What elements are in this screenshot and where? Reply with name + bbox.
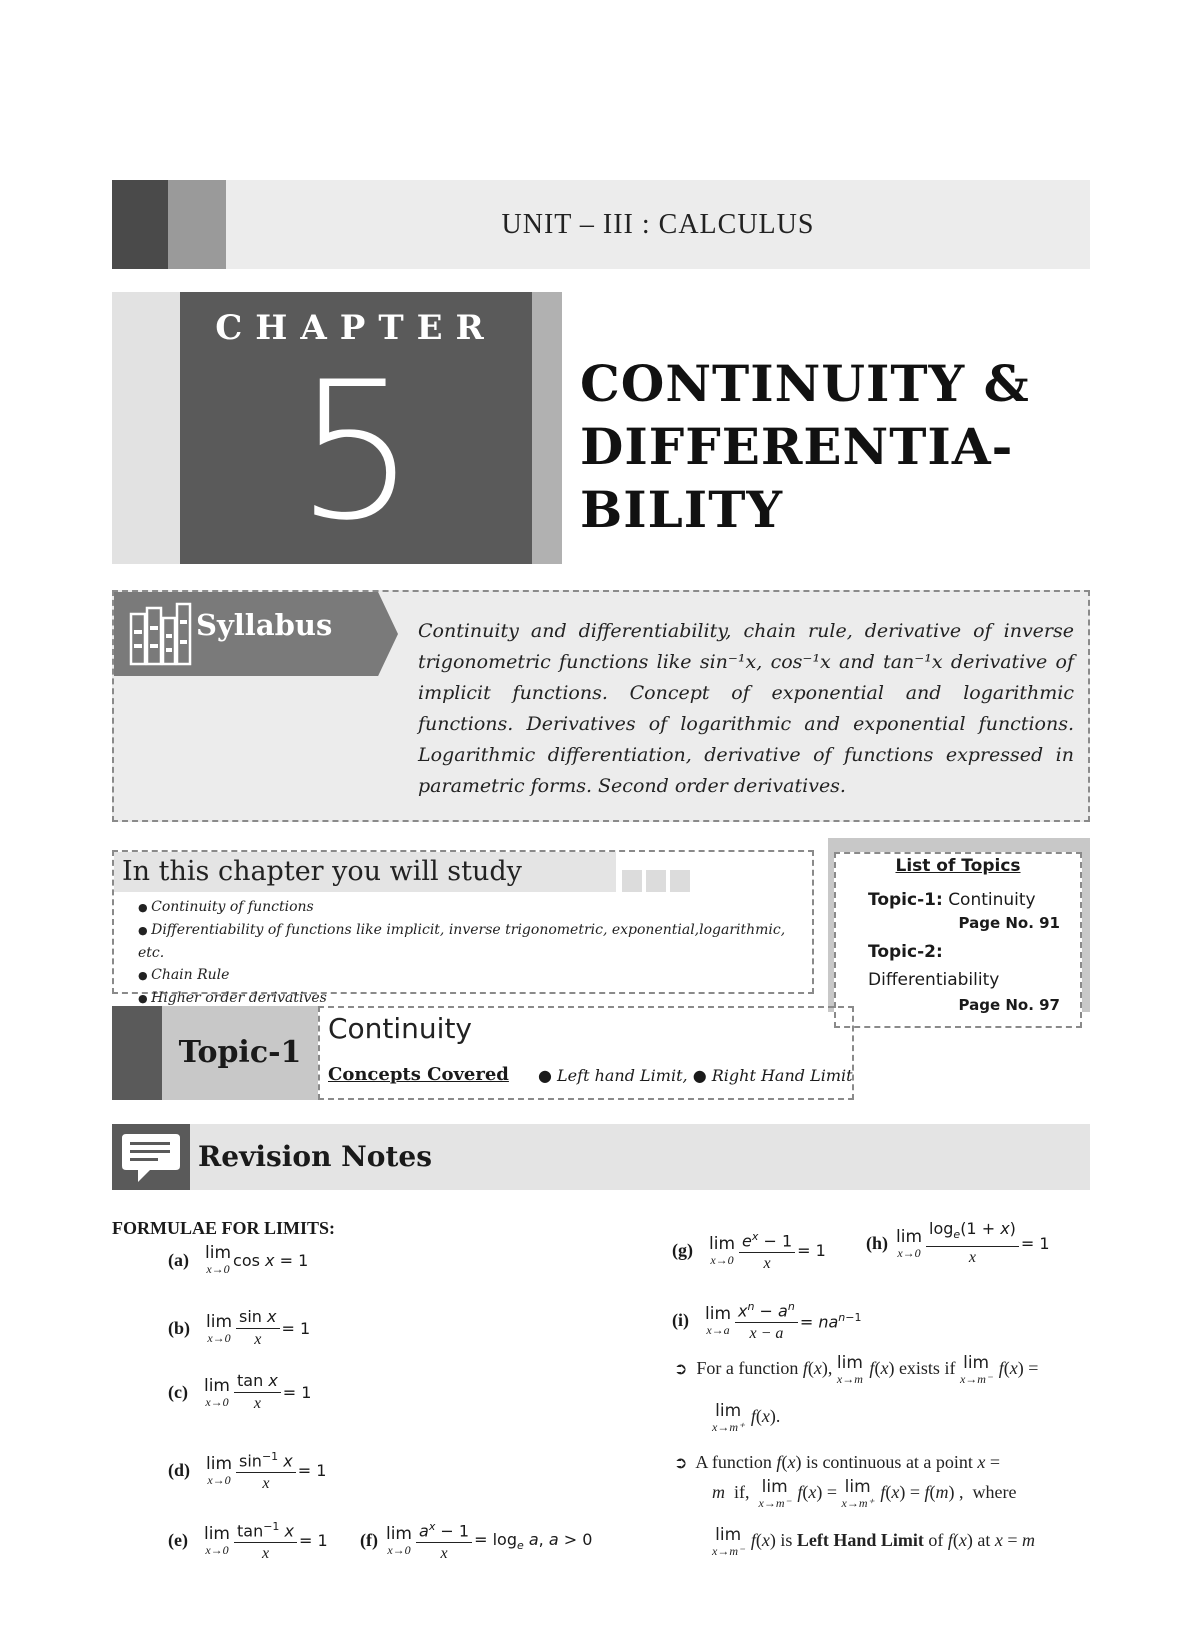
formula-label: (f) (360, 1530, 378, 1551)
formula-label: (a) (168, 1249, 189, 1270)
lim-sub: x→m⁻ (959, 1371, 993, 1386)
study-list (138, 896, 798, 1010)
topics-title: List of Topics (895, 856, 1021, 876)
lim: lim (844, 1476, 871, 1497)
formula-label: (e) (168, 1530, 188, 1551)
topic-2-page: Page No. 97 (958, 996, 1060, 1014)
lim: lim (896, 1226, 923, 1247)
lim: lim (203, 1523, 230, 1544)
books-icon (128, 600, 194, 668)
formula-label: (i) (672, 1310, 689, 1331)
note-text: is (780, 1530, 793, 1550)
note-text: if, (734, 1482, 750, 1502)
lim: lim (715, 1400, 742, 1421)
formula-h: (h) lim x→0 $\frac{\log_e(1 + x)}{x}$ = 1 (866, 1219, 1050, 1267)
lim-sub: x→m⁺ (841, 1495, 874, 1510)
formula-label: (h) (866, 1233, 888, 1254)
topic-1-entry-name: Continuity (948, 890, 1036, 910)
note-text: is continuous at a point (805, 1452, 973, 1472)
topic-label: Topic-1 (178, 1035, 302, 1070)
decor-square (670, 870, 690, 892)
topic-1-entry-label: Topic-1: (868, 890, 943, 910)
syllabus-label: Syllabus (196, 608, 333, 642)
formula-f: (f) lim x→0 $\frac{a^x - 1}{x}$ = $\log_e a$, a > 0 (360, 1516, 592, 1565)
lim: lim (836, 1352, 863, 1373)
lim-sub: x→m⁻ (758, 1495, 791, 1510)
lim-sub: x→0 (207, 1472, 231, 1487)
topic-1-page: Page No. 91 (958, 914, 1060, 932)
note-1: ➲ For a function f(x), lim x→m f(x) exists if lim x→m⁻ f(x) = (674, 1352, 1039, 1386)
topic-bar-dark (112, 1006, 162, 1100)
lim-sub: x→0 (897, 1245, 921, 1260)
note-2-cont: m if, lim x→m⁻ f(x) = lim x→m⁺ f(x) = f(m) , where (712, 1476, 1017, 1510)
note-text-bold: Left Hand Limit (796, 1530, 924, 1550)
topic-1-entry (868, 890, 1036, 910)
formulae-heading: FORMULAE FOR LIMITS: (112, 1218, 336, 1238)
syllabus-text: Continuity and differentiability, chain rule, derivative of inverse trigonometric functions like sin⁻¹x, cos⁻¹x and tan⁻¹x derivative of implicit functions. Concept of exponential and logarithmic functions. Derivatives of logarithmic and exponential functions. Logarithmic differentiation, derivative of functions expressed in parametric forms. Second order derivatives. (418, 620, 1074, 797)
lim: lim (761, 1476, 788, 1497)
formula-label: (g) (672, 1240, 693, 1261)
formula-b: (b) lim x→0 $\frac{\text{sin x}}{x}$ = 1 (168, 1307, 311, 1348)
lim-sub: x→a (706, 1322, 730, 1337)
formula-i: (i) lim x→a $\frac{x^n - a^n}{x - a}$ = $na^{n-1}$ (672, 1296, 862, 1345)
formula-label: (c) (168, 1382, 188, 1402)
lim-sub: x→0 (207, 1330, 231, 1345)
chapter-label: CHAPTER (215, 308, 497, 348)
formula-g: (g) lim x→0 $\frac{e^x - 1}{x}$ = 1 (672, 1226, 826, 1275)
lim: lim (385, 1523, 412, 1544)
lim: lim (205, 1243, 232, 1263)
arrow-icon: ➲ (674, 1453, 688, 1472)
chapter-side-strip (532, 292, 562, 564)
note-text: at (977, 1530, 991, 1550)
concepts-covered-list: ● Left hand Limit, ● Right Hand Limit (538, 1066, 853, 1085)
note-1-cont: lim x→m⁺ f(x). (712, 1400, 781, 1434)
lim-sub: x→0 (205, 1394, 229, 1409)
formula-label: (d) (168, 1460, 190, 1481)
note-text: For a function (696, 1358, 799, 1378)
note-text: where (972, 1482, 1017, 1502)
note-text: A function (695, 1452, 772, 1472)
lim: lim (203, 1375, 230, 1396)
study-list-item: ● Higher order derivatives (138, 987, 798, 1010)
lim-sub: x→m⁻ (712, 1543, 745, 1558)
lim: lim (709, 1233, 736, 1254)
lim: lim (705, 1303, 732, 1324)
formula-c: (c) lim x→0 $\frac{\text{tan x}}{x}$ = 1 (168, 1371, 312, 1412)
topic-2-entry-label: Topic-2: (868, 942, 943, 962)
study-list-item: ● Continuity of functions (138, 896, 798, 919)
speech-bubble-icon (120, 1130, 182, 1186)
study-list-item: ● Chain Rule (138, 964, 798, 987)
topic-2-entry-name: Differentiability (868, 970, 1000, 990)
formula-d: (d) lim x→0 $\frac{\sin^{-1} x}{x}$ = 1 (168, 1446, 326, 1495)
note-text: of (928, 1530, 944, 1550)
note-3: lim x→m⁻ f(x) is Left Hand Limit of f(x) at x = m (712, 1524, 1036, 1558)
unit-header-block-dark (112, 180, 168, 269)
study-heading: In this chapter you will study (122, 856, 522, 887)
lim-sub: x→m⁺ (712, 1419, 745, 1434)
decor-square (622, 870, 642, 892)
concepts-covered-label: Concepts Covered (328, 1064, 509, 1085)
formula-e: (e) lim x→0 $\frac{\tan^{-1} x}{x}$ = 1 (168, 1516, 328, 1565)
lim: lim (963, 1352, 990, 1373)
lim: lim (206, 1311, 233, 1332)
topic-name: Continuity (328, 1012, 473, 1045)
formula-label: (b) (168, 1318, 190, 1338)
arrow-icon: ➲ (674, 1359, 688, 1378)
lim-sub: x→m (836, 1371, 863, 1386)
decor-square (646, 870, 666, 892)
lim: lim (715, 1524, 742, 1545)
chapter-title: CONTINUITY & DIFFERENTIA- BILITY (580, 354, 1030, 539)
lim: lim (206, 1453, 233, 1474)
revision-label: Revision Notes (198, 1140, 432, 1173)
lim-sub: x→0 (205, 1542, 229, 1557)
lim-sub: x→0 (206, 1262, 230, 1276)
note-2: ➲ A function f(x) is continuous at a point x = (674, 1452, 1001, 1472)
study-list-item: ● Differentiability of functions like implicit, inverse trigonometric, exponential,logarithmic, etc. (138, 919, 798, 964)
formula-a: (a) lim x→0 cos x = 1 (168, 1243, 309, 1276)
note-text: exists if (898, 1358, 956, 1378)
unit-title: UNIT – III : CALCULUS (501, 209, 815, 240)
lim-sub: x→0 (710, 1252, 734, 1267)
chapter-number: 5 (295, 341, 417, 562)
lim-sub: x→0 (387, 1542, 411, 1557)
unit-header-block-light (168, 180, 226, 269)
